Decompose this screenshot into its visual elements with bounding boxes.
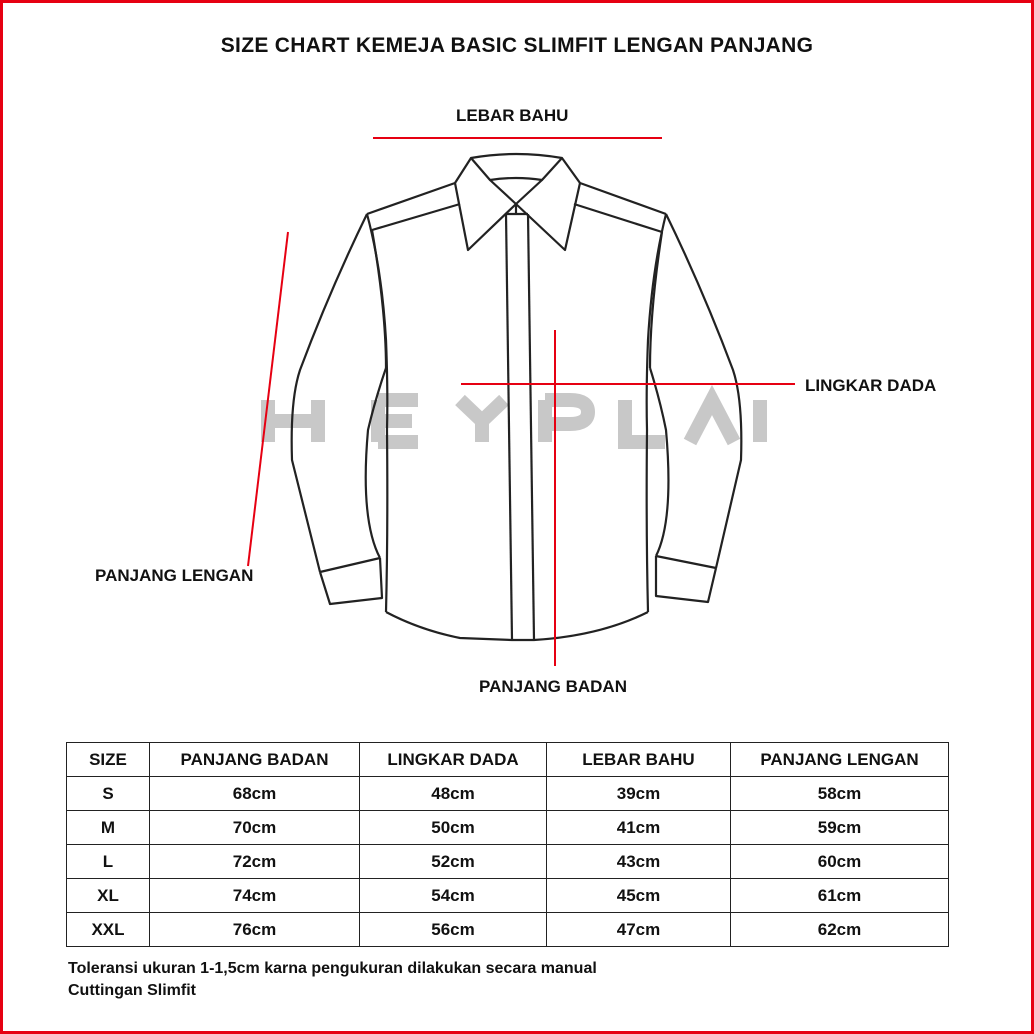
tolerance-note: Toleransi ukuran 1-1,5cm karna pengukuran dilakukan secara manual <box>68 960 597 977</box>
cell-lebar-bahu: 45cm <box>547 879 731 913</box>
panjang-lengan-line <box>248 232 288 566</box>
cell-panjang-badan: 68cm <box>150 777 360 811</box>
cell-size: XL <box>67 879 150 913</box>
cell-lebar-bahu: 39cm <box>547 777 731 811</box>
cell-panjang-badan: 72cm <box>150 845 360 879</box>
header-lebar-bahu: LEBAR BAHU <box>547 743 731 777</box>
cell-lebar-bahu: 43cm <box>547 845 731 879</box>
shirt-outline <box>292 154 742 640</box>
size-table <box>66 742 949 947</box>
label-lebar-bahu: LEBAR BAHU <box>456 106 569 125</box>
cell-panjang-badan: 76cm <box>150 913 360 947</box>
cell-panjang-lengan: 61cm <box>731 879 949 913</box>
cell-lingkar-dada: 56cm <box>360 913 547 947</box>
table-row <box>67 845 949 879</box>
cell-lingkar-dada: 54cm <box>360 879 547 913</box>
label-panjang-badan: PANJANG BADAN <box>479 677 627 696</box>
page-title: SIZE CHART KEMEJA BASIC SLIMFIT LENGAN PANJANG <box>220 34 814 57</box>
cell-panjang-lengan: 58cm <box>731 777 949 811</box>
cell-panjang-lengan: 62cm <box>731 913 949 947</box>
table-header-row <box>67 743 949 777</box>
cell-lingkar-dada: 52cm <box>360 845 547 879</box>
cell-panjang-badan: 70cm <box>150 811 360 845</box>
cell-lingkar-dada: 48cm <box>360 777 547 811</box>
header-size: SIZE <box>67 743 150 777</box>
cell-size: XXL <box>67 913 150 947</box>
cell-panjang-lengan: 60cm <box>731 845 949 879</box>
cell-panjang-lengan: 59cm <box>731 811 949 845</box>
cell-size: M <box>67 811 150 845</box>
table-row <box>67 879 949 913</box>
table-row <box>67 811 949 845</box>
cell-panjang-badan: 74cm <box>150 879 360 913</box>
cut-note: Cuttingan Slimfit <box>68 982 196 999</box>
table-row <box>67 913 949 947</box>
cell-lebar-bahu: 41cm <box>547 811 731 845</box>
table-row <box>67 777 949 811</box>
label-lingkar-dada: LINGKAR DADA <box>805 376 937 395</box>
label-panjang-lengan: PANJANG LENGAN <box>95 566 254 585</box>
header-lingkar-dada: LINGKAR DADA <box>360 743 547 777</box>
header-panjang-badan: PANJANG BADAN <box>150 743 360 777</box>
cell-lebar-bahu: 47cm <box>547 913 731 947</box>
watermark <box>268 400 760 442</box>
cell-lingkar-dada: 50cm <box>360 811 547 845</box>
cell-size: L <box>67 845 150 879</box>
cell-size: S <box>67 777 150 811</box>
header-panjang-lengan: PANJANG LENGAN <box>731 743 949 777</box>
